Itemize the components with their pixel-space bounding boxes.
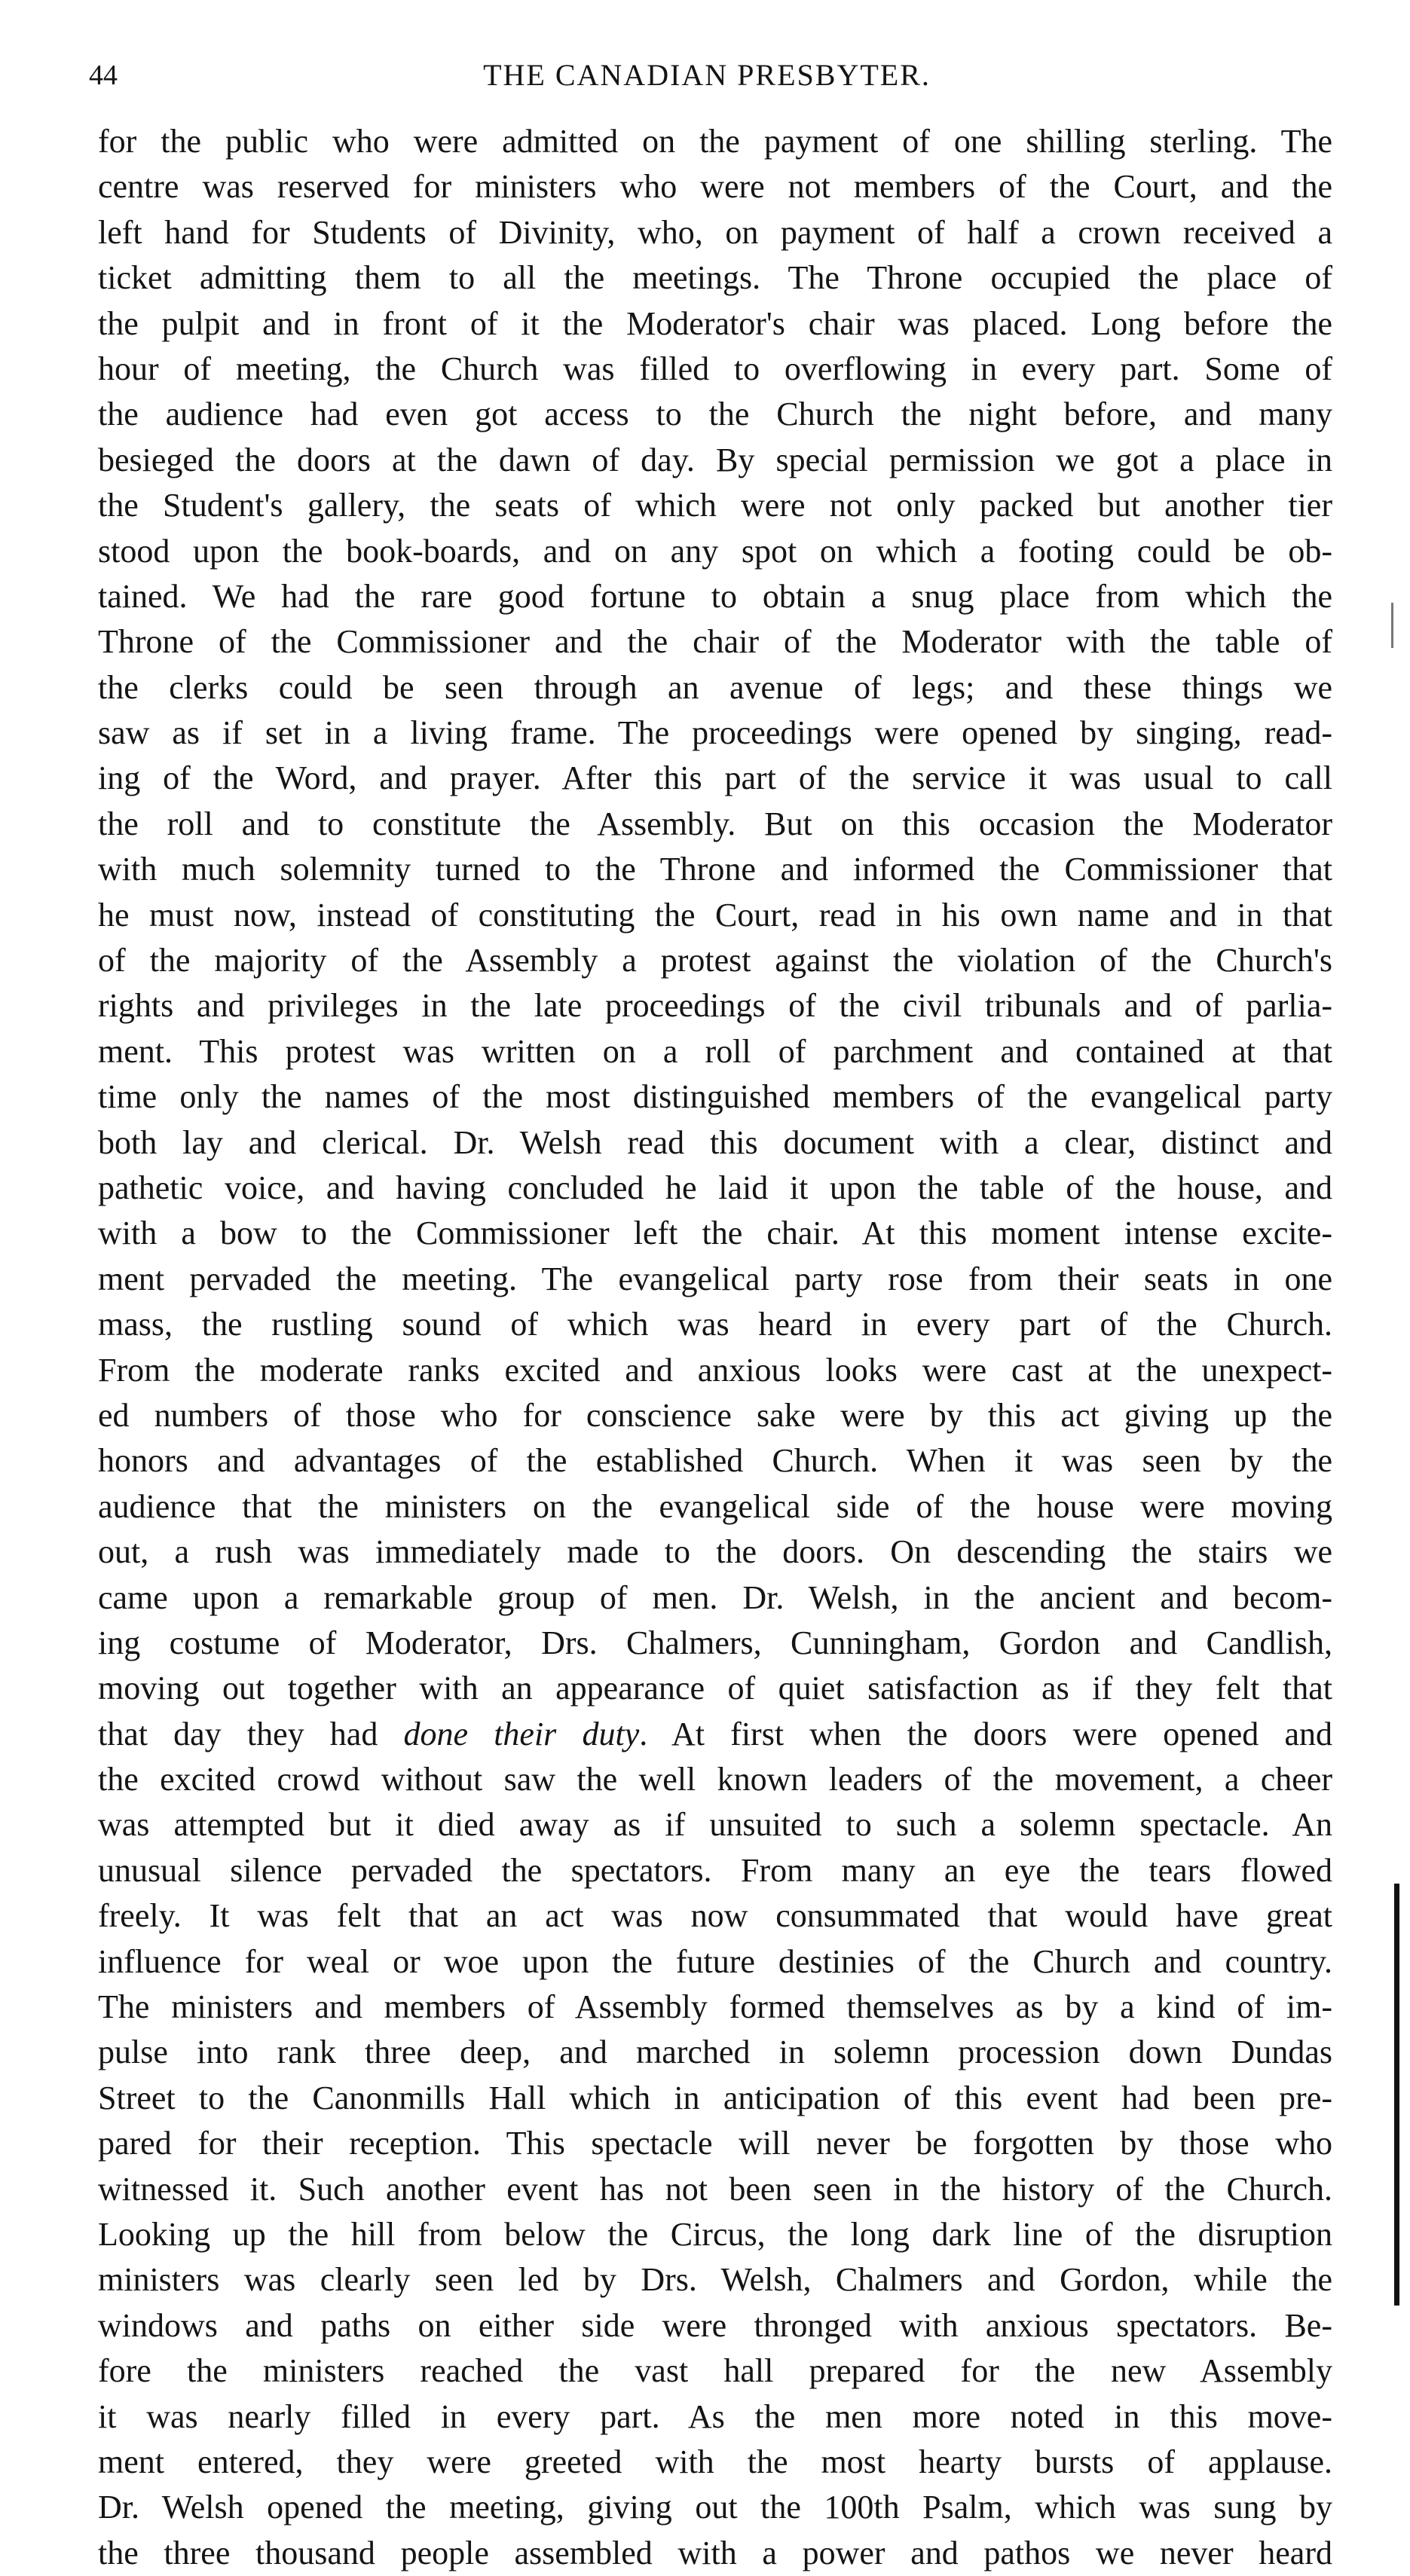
text-line: the roll and to constitute the Assembly. But on this occasion the Moderator bbox=[98, 805, 1332, 842]
text-line: with a bow to the Commissioner left the chair. At this moment intense excite- bbox=[98, 1215, 1332, 1252]
page-number: 44 bbox=[89, 60, 118, 91]
text-line: was attempted but it died away as if unsuited to such a solemn spectacle. An bbox=[98, 1806, 1332, 1844]
text-line: tained. We had the rare good fortune to obtain a snug place from which the bbox=[98, 577, 1332, 615]
text-line: ing costume of Moderator, Drs. Chalmers, Cunningham, Gordon and Candlish, bbox=[98, 1624, 1332, 1661]
text-line: time only the names of the most distinguished members of the evangelical party bbox=[98, 1078, 1332, 1116]
text-line: came upon a remarkable group of men. Dr. Welsh, in the ancient and becom- bbox=[98, 1578, 1332, 1616]
text-line: ment. This protest was written on a roll of parchment and contained at that bbox=[98, 1032, 1332, 1070]
text-line: ministers was clearly seen led by Drs. Welsh, Chalmers and Gordon, while the bbox=[98, 2261, 1332, 2299]
text-line: rights and privileges in the late proceedings of the civil tribunals and of parlia- bbox=[98, 987, 1332, 1025]
body-text bbox=[98, 119, 1332, 2576]
text-line: with much solemnity turned to the Throne and informed the Commissioner that bbox=[98, 851, 1332, 888]
text-line: pathetic voice, and having concluded he laid it upon the table of the house, and bbox=[98, 1169, 1332, 1206]
page-edge-shadow bbox=[1394, 1884, 1399, 2306]
text-line: left hand for Students of Divinity, who, on payment of half a crown received a bbox=[98, 213, 1332, 251]
text-line: the excited crowd without saw the well known leaders of the movement, a cheer bbox=[98, 1761, 1332, 1798]
running-head: THE CANADIAN PRESBYTER. bbox=[483, 58, 931, 92]
text-line: besieged the doors at the dawn of day. By special permission we got a place in bbox=[98, 441, 1332, 478]
text-line: the pulpit and in front of it the Moderator's chair was placed. Long before the bbox=[98, 304, 1332, 342]
text-line: of the majority of the Assembly a protest against the violation of the Church's bbox=[98, 942, 1332, 979]
text-line: hour of meeting, the Church was filled to overflowing in every part. Some of bbox=[98, 350, 1332, 387]
text-line: audience that the ministers on the evangelical side of the house were moving bbox=[98, 1487, 1332, 1525]
text-line: the audience had even got access to the Church the night before, and many bbox=[98, 396, 1332, 433]
italic-phrase: done their duty bbox=[403, 1715, 640, 1752]
text-line: fore the ministers reached the vast hall prepared for the new Assembly bbox=[98, 2352, 1332, 2390]
text-line: out, a rush was immediately made to the doors. On descending the stairs we bbox=[98, 1533, 1332, 1571]
text-line: both lay and clerical. Dr. Welsh read this document with a clear, distinct and bbox=[98, 1123, 1332, 1161]
text-line: Throne of the Commissioner and the chair of the Moderator with the table of bbox=[98, 623, 1332, 661]
text-line: for the public who were admitted on the payment of one shilling sterling. The bbox=[98, 123, 1332, 160]
text-line: ed numbers of those who for conscience sake were by this act giving up the bbox=[98, 1396, 1332, 1434]
text-line: it was nearly filled in every part. As the men more noted in this move- bbox=[98, 2397, 1332, 2435]
text-line: ing of the Word, and prayer. After this part of the service it was usual to call bbox=[98, 759, 1332, 797]
text-line: moving out together with an appearance of quiet satisfaction as if they felt that bbox=[98, 1670, 1332, 1707]
text-line: the three thousand people assembled with a power and pathos we never heard bbox=[98, 2534, 1332, 2571]
text-line: ment entered, they were greeted with the most hearty bursts of applause. bbox=[98, 2443, 1332, 2480]
text-line: pulse into rank three deep, and marched in solemn procession down Dundas bbox=[98, 2034, 1332, 2071]
text-line: saw as if set in a living frame. The proceedings were opened by singing, read- bbox=[98, 714, 1332, 752]
text-line: pared for their reception. This spectacle will never be forgotten by those who bbox=[98, 2125, 1332, 2162]
text-line: Dr. Welsh opened the meeting, giving out the 100th Psalm, which was sung by bbox=[98, 2489, 1332, 2526]
text-line: ment pervaded the meeting. The evangelical party rose from their seats in one bbox=[98, 1260, 1332, 1297]
text-line: freely. It was felt that an act was now consummated that would have great bbox=[98, 1897, 1332, 1935]
text-line: witnessed it. Such another event has not been seen in the history of the Church. bbox=[98, 2170, 1332, 2208]
text-line: ticket admitting them to all the meetings. The Throne occupied the place of bbox=[98, 259, 1332, 297]
page-edge-tick bbox=[1391, 603, 1393, 648]
text-line: The ministers and members of Assembly formed themselves as by a kind of im- bbox=[98, 1988, 1332, 2026]
text-line: mass, the rustling sound of which was heard in every part of the Church. bbox=[98, 1306, 1332, 1343]
text-line: unusual silence pervaded the spectators. From many an eye the tears flowed bbox=[98, 1851, 1332, 1889]
text-line: stood upon the book-boards, and on any spot on which a footing could be ob- bbox=[98, 532, 1332, 570]
text-line: the clerks could be seen through an avenue of legs; and these things we bbox=[98, 668, 1332, 706]
text-line: centre was reserved for ministers who were not members of the Court, and the bbox=[98, 168, 1332, 206]
page-header bbox=[89, 51, 1325, 99]
text-line: honors and advantages of the established Church. When it was seen by the bbox=[98, 1442, 1332, 1480]
text-line: Street to the Canonmills Hall which in anticipation of this event had been pre- bbox=[98, 2079, 1332, 2116]
text-line: that day they had done their duty. At first when the doors were opened and bbox=[98, 1715, 1332, 1752]
text-line: From the moderate ranks excited and anxious looks were cast at the unexpect- bbox=[98, 1351, 1332, 1389]
text-line: influence for weal or woe upon the future destinies of the Church and country. bbox=[98, 1942, 1332, 1980]
text-line: the Student's gallery, the seats of which were not only packed but another tier bbox=[98, 487, 1332, 524]
text-line: Looking up the hill from below the Circus, the long dark line of the disruption bbox=[98, 2215, 1332, 2253]
text-line: windows and paths on either side were thronged with anxious spectators. Be- bbox=[98, 2306, 1332, 2344]
text-line: he must now, instead of constituting the Court, read in his own name and in that bbox=[98, 896, 1332, 934]
